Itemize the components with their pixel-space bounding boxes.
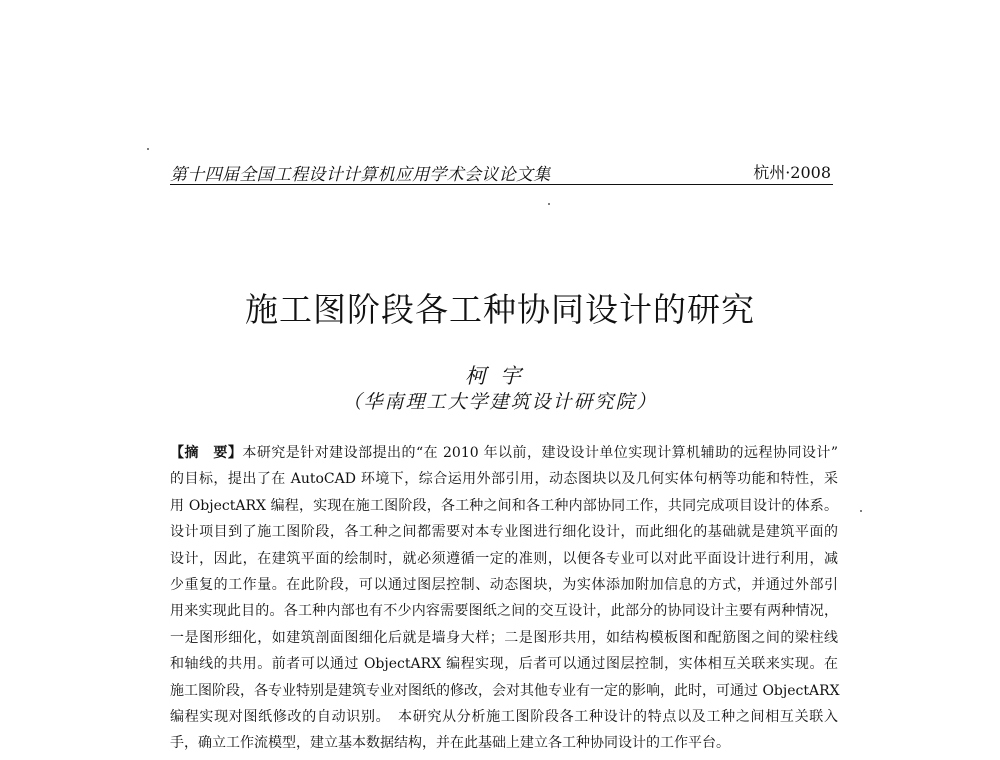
scan-speck bbox=[147, 148, 149, 150]
abstract-line: 少重复的工作量。在此阶段，可以通过图层控制、动态图块，为实体添加附加信息的方式，并通过外部引 bbox=[170, 576, 838, 593]
paper-title: 施工图阶段各工种协同设计的研究 bbox=[245, 290, 755, 329]
abstract-line: 用来实现此目的。各工种内部也有不少内容需要图纸之间的交互设计，此部分的协同设计主要有两种情况， bbox=[170, 603, 838, 620]
abstract-line: 手，确立工作流模型，建立基本数据结构，并在此基础上建立各工种协同设计的工作平台。 bbox=[170, 735, 730, 752]
scan-speck bbox=[860, 510, 862, 512]
scan-speck bbox=[548, 203, 550, 205]
abstract-line: 【摘 要】本研究是针对建设部提出的“在 2010 年以前，建设设计单位实现计算机辅助的远程协同设计” bbox=[170, 445, 839, 461]
abstract bbox=[170, 440, 838, 757]
abstract-line: 设计，因此，在建筑平面的绘制时，就必须遵循一定的准则，以便各专业可以对此平面设计进行利用，减 bbox=[170, 550, 838, 567]
abstract-line: 编程实现对图纸修改的自动识别。 本研究从分析施工图阶段各工种设计的特点以及工种之间相互关联入 bbox=[170, 708, 838, 725]
running-header bbox=[170, 158, 833, 185]
abstract-label: 【摘 要】 bbox=[170, 445, 243, 461]
abstract-line: 施工图阶段，各专业特别是建筑专业对图纸的修改，会对其他专业有一定的影响，此时，可通过 ObjectARX bbox=[170, 682, 840, 699]
author-affiliation: （华南理工大学建筑设计研究院） bbox=[342, 391, 658, 413]
abstract-line: 和轴线的共用。前者可以通过 ObjectARX 编程实现，后者可以通过图层控制，实体相互关联来实现。在 bbox=[170, 656, 838, 673]
abstract-line: 设计项目到了施工图阶段，各工种之间都需要对本专业图进行细化设计，而此细化的基础就是建筑平面的 bbox=[170, 524, 838, 541]
conference-place-year: 杭州·2008 bbox=[753, 163, 831, 182]
abstract-line: 用 ObjectARX 编程，实现在施工图阶段，各工种之间和各工种内部协同工作，共同完成项目设计的体系。 bbox=[170, 497, 838, 514]
abstract-line: 的目标，提出了在 AutoCAD 环境下，综合运用外部引用，动态图块以及几何实体句柄等功能和特性，采 bbox=[170, 471, 838, 488]
proceedings-title: 第十四届全国工程设计计算机应用学术会议论文集 bbox=[170, 165, 551, 185]
abstract-line: 一是图形细化，如建筑剖面图细化后就是墙身大样；二是图形共用，如结构模板图和配筋图之间的梁柱线 bbox=[170, 629, 838, 646]
author-name: 柯宇 bbox=[465, 364, 535, 388]
